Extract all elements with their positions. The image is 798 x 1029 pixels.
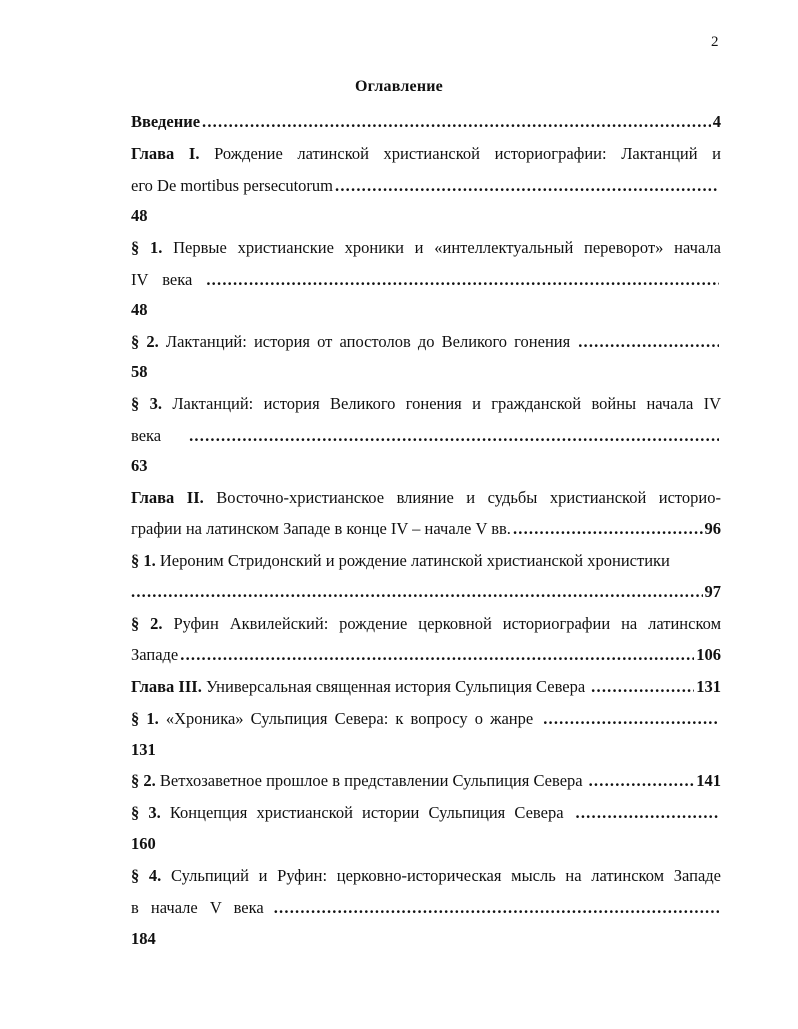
toc-text: его De mortibus persecutorum bbox=[131, 176, 334, 195]
toc-text: Иероним Стридонский и рождение латинской христианской хронистики bbox=[159, 551, 670, 570]
toc-page: 63 bbox=[131, 456, 148, 475]
toc-entry-ch1-s3-cont bbox=[131, 426, 721, 446]
toc-entry-ch3-s4[interactable] bbox=[131, 866, 721, 886]
toc-entry-ch2[interactable] bbox=[131, 488, 721, 508]
toc-text: Ветхозаветное прошлое в представлении Сульпиция Севера bbox=[159, 771, 583, 790]
toc-page: 48 bbox=[131, 206, 148, 225]
toc-entry-ch1-s1-cont bbox=[131, 270, 721, 290]
toc-prefix: Глава I. bbox=[131, 144, 200, 163]
toc-page: 184 bbox=[131, 929, 156, 948]
toc-page: 131 bbox=[131, 740, 156, 759]
leader-dots bbox=[180, 645, 694, 665]
toc-text: Западе bbox=[131, 645, 179, 664]
leader-dots bbox=[274, 898, 719, 918]
toc-entry-ch1[interactable] bbox=[131, 144, 721, 164]
toc-page: 96 bbox=[704, 519, 721, 538]
toc-page: 58 bbox=[131, 362, 148, 381]
toc-text: Лактанций: история Великого гонения и гражданской войны начала IV bbox=[172, 394, 722, 413]
toc-entry-ch2-s2-cont bbox=[131, 645, 721, 665]
toc-label: Введение bbox=[131, 112, 201, 131]
toc-page: 48 bbox=[131, 300, 148, 319]
leader-dots bbox=[335, 176, 719, 196]
leader-dots bbox=[576, 803, 719, 823]
toc-prefix: § 2. bbox=[131, 771, 156, 790]
toc-prefix: Глава II. bbox=[131, 488, 204, 507]
toc-prefix: § 2. bbox=[131, 614, 163, 633]
toc-text: Руфин Аквилейский: рождение церковной историографии на латинском bbox=[173, 614, 722, 633]
toc-text: Концепция христианской истории Сульпиция Севера bbox=[169, 803, 564, 822]
toc-prefix: § 1. bbox=[131, 709, 159, 728]
toc-prefix: § 2. bbox=[131, 332, 159, 351]
toc-prefix: § 4. bbox=[131, 866, 162, 885]
toc-text: «Хроника» Сульпиция Севера: к вопросу о жанре bbox=[165, 709, 534, 728]
leader-dots bbox=[591, 677, 694, 697]
toc-page: 131 bbox=[696, 677, 721, 696]
toc-text: Сульпиций и Руфин: церковно-историческая мысль на латинском Западе bbox=[170, 866, 722, 885]
toc-text: Лактанций: история от апостолов до Великого гонения bbox=[165, 332, 571, 351]
leader-dots bbox=[513, 519, 703, 539]
toc-entry-ch2-s1[interactable] bbox=[131, 551, 721, 571]
toc-prefix: Глава III. bbox=[131, 677, 202, 696]
toc-prefix: § 1. bbox=[131, 238, 163, 257]
toc-entry-ch1-s3[interactable] bbox=[131, 394, 721, 414]
toc-entry-ch1-s1[interactable] bbox=[131, 238, 721, 258]
leader-dots bbox=[202, 112, 711, 132]
toc-text: Восточно-христианское влияние и судьбы христианской историо- bbox=[216, 488, 721, 507]
toc-text: в начале V века bbox=[131, 898, 264, 917]
toc-entry-ch3[interactable] bbox=[131, 677, 721, 697]
toc-prefix: § 3. bbox=[131, 394, 162, 413]
toc-page: 4 bbox=[712, 112, 721, 131]
toc-entry-ch2-cont bbox=[131, 519, 721, 539]
toc-entry-ch3-s1[interactable] bbox=[131, 709, 721, 729]
toc-entry-intro[interactable] bbox=[131, 112, 721, 132]
toc-entry-ch3-s2[interactable] bbox=[131, 771, 721, 791]
leader-dots bbox=[589, 771, 695, 791]
leader-dots bbox=[578, 332, 719, 352]
leader-dots bbox=[131, 582, 703, 602]
toc-prefix: § 1. bbox=[131, 551, 156, 570]
toc-text: Первые христианские хроники и «интеллектуальный переворот» начала bbox=[173, 238, 721, 257]
toc-text: Рождение латинской христианской историографии: Лактанций и bbox=[214, 144, 721, 163]
toc-entry-ch2-s1-cont bbox=[131, 582, 721, 602]
toc-entry-ch2-s2[interactable] bbox=[131, 614, 721, 634]
toc-entry-ch3-s4-cont bbox=[131, 898, 721, 918]
toc-entry-ch1-cont bbox=[131, 176, 721, 196]
toc-entry-ch1-s2[interactable] bbox=[131, 332, 721, 352]
toc-text: IV века bbox=[131, 270, 193, 289]
leader-dots bbox=[543, 709, 719, 729]
toc-prefix: § 3. bbox=[131, 803, 161, 822]
page-number: 2 bbox=[711, 34, 719, 50]
leader-dots bbox=[189, 426, 719, 446]
toc-text: графии на латинском Западе в конце IV – начале V вв. bbox=[131, 519, 511, 538]
leader-dots bbox=[206, 270, 719, 290]
toc-entry-ch3-s3[interactable] bbox=[131, 803, 721, 823]
toc-text: века bbox=[131, 426, 162, 445]
toc-page: 97 bbox=[704, 582, 721, 601]
page-title: Оглавление bbox=[355, 78, 443, 95]
toc-text: Универсальная священная история Сульпиция Севера bbox=[205, 677, 586, 696]
toc-page: 106 bbox=[696, 645, 721, 664]
toc-page: 160 bbox=[131, 834, 156, 853]
toc-page: 141 bbox=[696, 771, 721, 790]
